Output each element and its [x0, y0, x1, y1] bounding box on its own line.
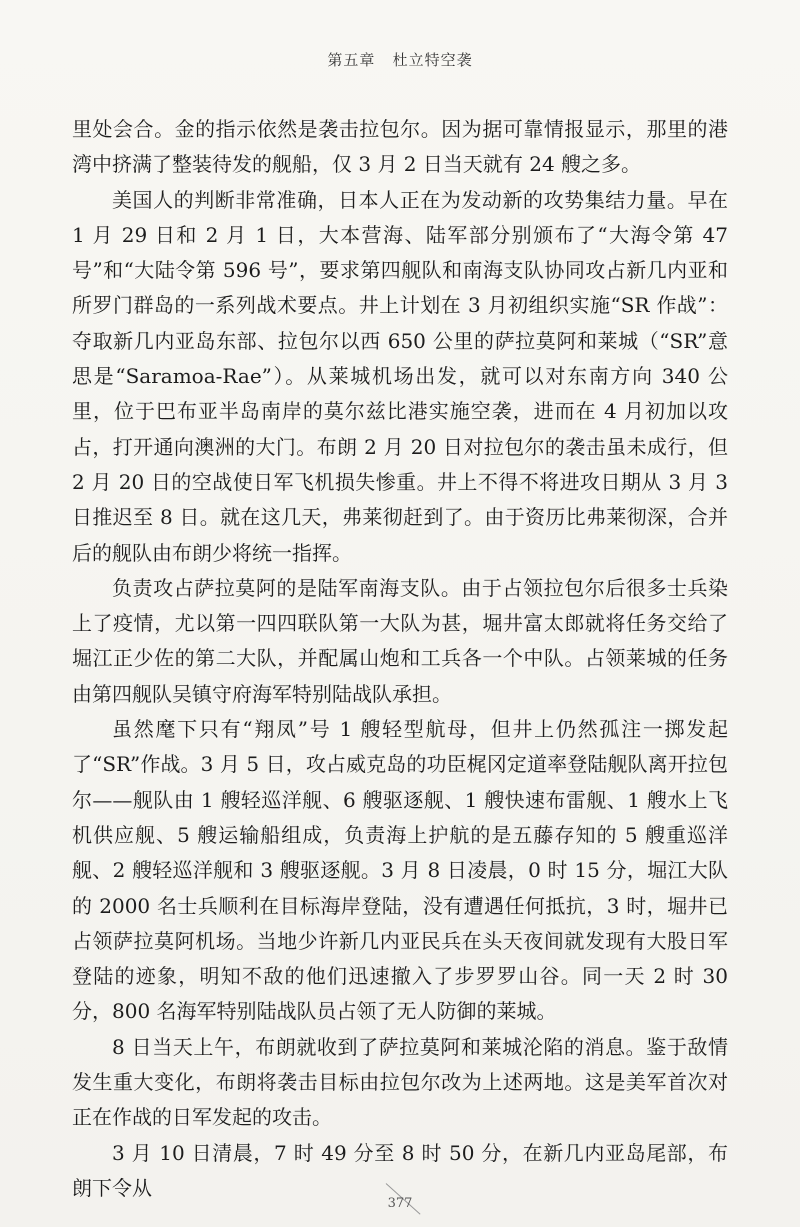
paragraph: 虽然麾下只有“翔凤”号 1 艘轻型航母，但井上仍然孤注一掷发起了“SR”作战。3 月 5 日，攻占威克岛的功臣梶冈定道率登陆舰队离开拉包尔——舰队由 1 艘轻巡洋舰、6 艘驱逐舰、1 艘快速布雷舰、1 艘水上飞机供应舰、5 艘运输船组成，负责海上护航的是五藤存知的 5 艘重巡洋舰、2 艘轻巡洋舰和 3 艘驱逐舰。3 月 8 日凌晨，0 时 15 分，堀江大队的 2000 名士兵顺利在目标海岸登陆，没有遭遇任何抵抗，3 时，堀井已占领萨拉莫阿机场。当地少许新几内亚民兵在头天夜间就发现有大股日军登陆的迹象，明知不敌的他们迅速撤入了步罗罗山谷。同一天 2 时 30 分，800 名海军特别陆战队员占领了无人防御的莱城。 — [72, 717, 728, 1024]
paragraph: 美国人的判断非常准确，日本人正在为发动新的攻势集结力量。早在 1 月 29 日和 2 月 1 日，大本营海、陆军部分别颁布了“大海令第 47 号”和“大陆令第 596 号”，要求第四舰队和南海支队协同攻占新几内亚和所罗门群岛的一系列战术要点。井上计划在 3 月初组织实施“SR 作战”：夺取新几内亚岛东部、拉包尔以西 650 公里的萨拉莫阿和莱城（“SR”意思是“Saramoa-Rae”）。从莱城机场出发，就可以对东南方向 340 公里，位于巴布亚半岛南岸的莫尔兹比港实施空袭，进而在 4 月初加以攻占，打开通向澳洲的大门。布朗 2 月 20 日对拉包尔的袭击虽未成行，但 2 月 20 日的空战使日军飞机损失惨重。井上不得不将进攻日期从 3 月 3 日推迟至 8 日。就在这几天，弗莱彻赶到了。由于资历比弗莱彻深，合并后的舰队由布朗少将统一指挥。 — [72, 187, 728, 565]
paragraph-truncated: 3 月 10 日清晨，7 时 49 分至 8 时 50 分，在新几内亚岛尾部，布朗下令从 — [72, 1140, 728, 1200]
chapter-title: 杜立特空袭 — [392, 51, 473, 69]
page-number: 377 — [387, 1196, 413, 1211]
body-text — [72, 112, 728, 1206]
paragraph: 8 日当天上午，布朗就收到了萨拉莫阿和莱城沦陷的消息。鉴于敌情发生重大变化，布朗将袭击目标由拉包尔改为上述两地。这是美军首次对正在作战的日军发起的攻击。 — [72, 1034, 728, 1130]
paragraph: 负责攻占萨拉莫阿的是陆军南海支队。由于占领拉包尔后很多士兵染上了疫情，尤以第一四四联队第一大队为甚，堀井富太郎就将任务交给了堀江正少佐的第二大队，并配属山炮和工兵各一个中队。占领莱城的任务由第四舰队吴镇守府海军特别陆战队承担。 — [72, 575, 728, 706]
running-head — [0, 49, 800, 70]
paragraph-continued: 里处会合。金的指示依然是袭击拉包尔。因为据可靠情报显示，那里的港湾中挤满了整装待发的舰船，仅 3 月 2 日当天就有 24 艘之多。 — [72, 117, 728, 177]
chapter-number: 第五章 — [327, 51, 376, 69]
